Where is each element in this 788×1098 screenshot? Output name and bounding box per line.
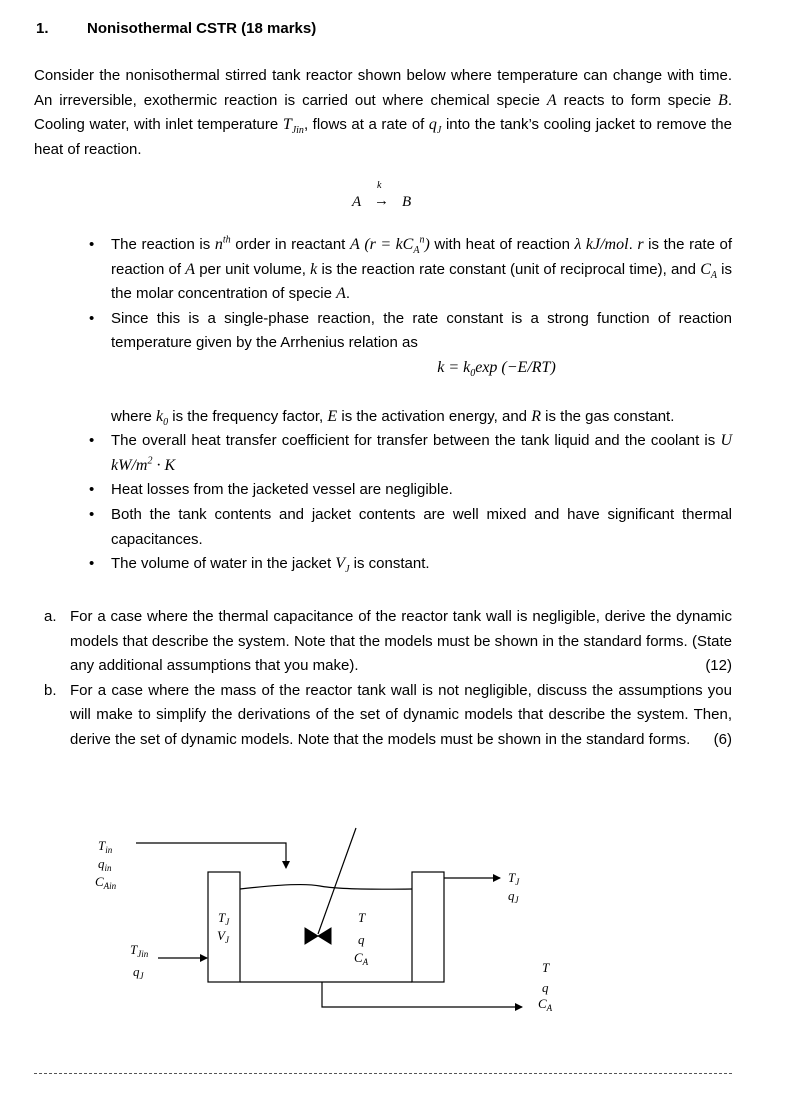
bullet-arrhenius: • Since this is a single-phase reaction, the rate constant is a strong function of reaction temperature given by the Arrhenius relation as $k = k_0\exp$ (−E/RT) <box>111 307 732 381</box>
svg-text:qJ: $q_J$ <box>508 888 519 905</box>
svg-text:T: T <box>358 910 366 925</box>
cstr-diagram <box>0 810 788 1040</box>
jacket-labels <box>217 910 230 945</box>
question-header <box>36 20 736 44</box>
question-title: Nonisothermal CSTR (18 marks) <box>87 20 317 37</box>
svg-text:CAin: $C_{Ain}$ <box>95 874 117 891</box>
feed-stream-line <box>136 843 286 868</box>
svg-text:TJin: $T_{Jin}$ <box>130 942 149 959</box>
jacket-inlet-labels <box>130 942 149 981</box>
reaction-product: B <box>402 194 412 210</box>
svg-text:Tin: $T_{in}$ <box>98 838 113 855</box>
agitator-shaft <box>318 828 356 934</box>
tank-labels <box>354 910 369 967</box>
part-b-text: For a case where the mass of the reactor tank wall is not negligible, discuss the assumptions you will make to simplify the derivations of the set of dynamic models that describe the system. Then, derive the set of dynamic models. Note that the models must be shown in the standard forms. <box>70 681 732 748</box>
svg-text:TJ: $T_J$ <box>218 910 230 927</box>
specie-b: B <box>718 91 728 109</box>
bullet-well-mixed: • Both the tank contents and jacket contents are well mixed and have significant thermal capacitances. <box>111 503 732 552</box>
arrhenius-where: where $k_0$ is the frequency factor, E is the activation energy, and R is the gas constant. <box>111 407 675 428</box>
svg-text:CA: $C_A$ <box>538 996 553 1013</box>
t-jin-symbol: $T_{Jin}$ <box>282 116 304 137</box>
bullet-heat-losses: • Heat losses from the jacketed vessel are negligible. <box>111 478 732 503</box>
svg-text:T: T <box>542 960 550 975</box>
intro-paragraph: Consider the nonisothermal stirred tank reactor shown below where temperature can change with time. An irreversible, exothermic reaction is carried out where chemical specie A reacts to form specie B. Cooling water, with inlet temperature $T_{Jin}$, flows at a rate of $q_J$ into the tank’s cooling jacket to remove the heat of reaction. <box>34 67 732 158</box>
jacket-outlet-labels <box>508 870 520 905</box>
reaction-rate-constant: k <box>377 180 382 191</box>
svg-text:CA: $C_A$ <box>354 950 369 967</box>
question-number: 1. <box>36 20 49 37</box>
svg-text:qJ: $q_J$ <box>133 964 144 981</box>
bullet-heat-transfer: • The overall heat transfer coefficient for transfer between the tank liquid and the coolant is U $kW/m^2 \cdot K$ <box>111 429 732 478</box>
bullet-reaction-order: • The reaction is $n^{th}$ order in reactant A $(r = kC_A^n)$ with heat of reaction λ kJ/mol. r is the rate of reaction of A per unit volume, k is the reaction rate constant (unit of reciprocal time), and $C_A$ is the molar concentration of specie A. <box>111 233 732 307</box>
page-divider <box>34 1073 732 1074</box>
agitator-impeller <box>305 928 331 944</box>
svg-text:q: q <box>542 980 549 995</box>
part-b <box>44 679 732 753</box>
svg-text:TJ: $T_J$ <box>508 870 520 887</box>
question-parts <box>44 605 732 753</box>
reaction-equation <box>0 180 788 216</box>
svg-text:q: q <box>358 932 365 947</box>
part-b-label: b. <box>44 681 57 699</box>
q-j-symbol: $q_J$ <box>428 116 442 137</box>
part-b-marks: (6) <box>713 730 732 748</box>
svg-text:VJ: $V_J$ <box>217 928 229 945</box>
reaction-arrow: → <box>374 193 389 209</box>
product-labels <box>538 960 553 1013</box>
jacket-right-wall <box>412 872 444 982</box>
part-a-label: a. <box>44 608 57 625</box>
assumption-list <box>111 233 732 577</box>
product-outlet-line <box>322 982 522 1007</box>
part-a <box>44 605 732 679</box>
part-a-marks: (12) <box>705 657 732 675</box>
arrhenius-equation: $k = k_0\exp$ (−E/RT) <box>437 358 556 380</box>
part-a-text: For a case where the thermal capacitance of the reactor tank wall is negligible, derive the dynamic models that describe the system. Note that the models must be shown in the standard forms. (State any additional assumptions that you make). <box>70 608 732 675</box>
reaction-reactant: A <box>352 194 362 210</box>
bullet-jacket-volume: • The volume of water in the jacket $V_J$ is constant. <box>111 552 732 577</box>
specie-a: A <box>546 91 557 109</box>
feed-labels <box>95 838 117 891</box>
liquid-surface <box>240 885 412 890</box>
jacket-left-wall <box>208 872 240 982</box>
svg-text:qin: $q_{in}$ <box>98 856 112 873</box>
